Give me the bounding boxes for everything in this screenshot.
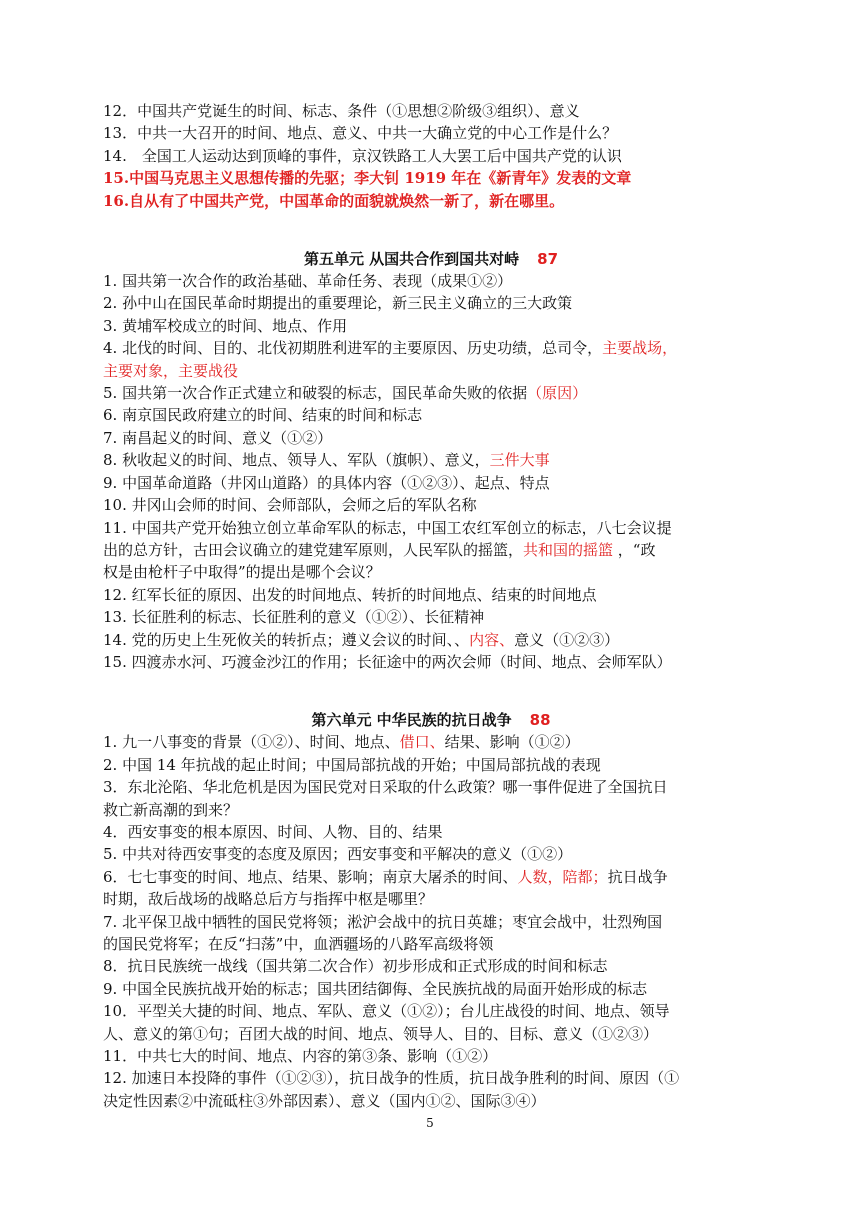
- unit-5-item-text: 内容、: [469, 630, 515, 649]
- unit-5-item-line: [103, 561, 759, 583]
- unit-5-title: 第五单元 从国共合作到国共对峙: [303, 250, 520, 269]
- unit-6-list: [103, 731, 759, 1112]
- unit-5-item-text: 8. 秋收起义的时间、地点、领导人、军队（旗帜）、意义，: [103, 451, 490, 470]
- unit-5-item-line: [103, 270, 759, 292]
- unit-5-item-line: [103, 382, 759, 404]
- unit-5-item-text: 3. 黄埔军校成立的时间、地点、作用: [103, 316, 348, 335]
- unit-5-item-text: 13. 长征胜利的标志、长征胜利的意义（①②）、长征精神: [103, 608, 485, 627]
- unit-6-item-text: 5. 中共对待西安事变的态度及原因；西安事变和平解决的意义（①②）: [103, 845, 573, 864]
- unit-5-item-text: 权是由枪杆子中取得”的提出是哪个会议？: [103, 563, 381, 582]
- unit-5-item-line: [103, 629, 759, 651]
- unit-5-item-text: （原因）: [527, 384, 588, 403]
- unit-6-item-text: 7. 北平保卫战中牺牲的国民党将领；淞沪会战中的抗日英雄；枣宜会战中，壮烈殉国: [103, 912, 663, 931]
- unit-6-heading: [103, 709, 759, 731]
- unit-5-item-line: [103, 360, 759, 382]
- unit-6-item-text: 抗日战争: [607, 867, 668, 886]
- section-4-line: [103, 100, 759, 122]
- unit-6-item-text: 6．七七事变的时间、地点、结果、影响；南京大屠杀的时间、: [103, 867, 518, 886]
- unit-6-item-line: [103, 1000, 759, 1022]
- unit-6-item-line: [103, 776, 759, 798]
- unit-5-item-text: 9. 中国革命道路（井冈山道路）的具体内容（①②③）、起点、特点: [103, 473, 550, 492]
- unit-5-item-line: [103, 651, 759, 673]
- unit-6-item-line: [103, 866, 759, 888]
- unit-5-item-line: [103, 539, 759, 561]
- section-4-line: [103, 122, 759, 144]
- unit-6-item-text: 人数，陪都；: [517, 867, 608, 886]
- unit-5-item-text: 主要战场，: [602, 339, 678, 358]
- unit-6-item-line: [103, 933, 759, 955]
- section-4-text: 16.自从有了中国共产党，中国革命的面貌就焕然一新了，新在哪里。: [103, 191, 565, 210]
- section-4-line: [103, 167, 759, 189]
- unit-5-item-text: 出的总方针，古田会议确立的建党建军原则，人民军队的摇篮，: [103, 540, 524, 559]
- unit-5-item-line: [103, 517, 759, 539]
- unit-6-item-line: [103, 1090, 759, 1112]
- section-4-text: 14. 全国工人运动达到顶峰的事件，京汉铁路工人大罢工后中国共产党的认识: [103, 146, 622, 165]
- unit-5-item-text: 10. 井冈山会师的时间、会师部队，会师之后的军队名称: [103, 496, 477, 515]
- unit-5-item-line: [103, 337, 759, 359]
- unit-5-item-text: 意义（①②③）: [514, 630, 620, 649]
- unit-5-item-text: 2. 孙中山在国民革命时期提出的重要理论，新三民主义确立的三大政策: [103, 294, 573, 313]
- unit-5-item-line: [103, 449, 759, 471]
- unit-6-page-ref: 88: [529, 711, 551, 730]
- section-4-text: 15.中国马克思主义思想传播的先驱；李大钊 1919 年在《新青年》发表的文章: [103, 169, 632, 188]
- unit-6-item-text: 8．抗日民族统一战线（国共第二次合作）初步形成和正式形成的时间和标志: [103, 957, 608, 976]
- section-4-tail: [103, 100, 759, 212]
- unit-5-item-text: ，“政: [613, 540, 656, 559]
- unit-6-item-text: 1. 九一八事变的背景（①②）、时间、地点、: [103, 733, 400, 752]
- unit-5-item-text: 6. 南京国民政府建立的时间、结束的时间和标志: [103, 406, 423, 425]
- unit-6-item-line: [103, 799, 759, 821]
- unit-6-item-line: [103, 731, 759, 753]
- unit-5-item-line: [103, 494, 759, 516]
- unit-6-item-text: 救亡新高潮的到来？: [103, 800, 239, 819]
- unit-5-heading: [103, 248, 759, 270]
- unit-5-item-text: 14. 党的历史上生死攸关的转折点；遵义会议的时间、、: [103, 630, 470, 649]
- unit-6-title: 第六单元 中华民族的抗日战争: [311, 711, 512, 730]
- unit-6-item-text: 12. 加速日本投降的事件（①②③），抗日战争的性质，抗日战争胜利的时间、原因（①: [103, 1069, 680, 1088]
- unit-6-item-text: 10．平型关大捷的时间、地点、军队、意义（①②）；台儿庄战役的时间、地点、领导: [103, 1002, 670, 1021]
- unit-5-item-line: [103, 606, 759, 628]
- unit-6-item-text: 4．西安事变的根本原因、时间、人物、目的、结果: [103, 822, 443, 841]
- unit-5-item-line: [103, 292, 759, 314]
- unit-5-item-text: 三件大事: [489, 451, 550, 470]
- unit-5-item-line: [103, 404, 759, 426]
- unit-5-item-text: 15. 四渡赤水河、巧渡金沙江的作用；长征途中的两次会师（时间、地点、会师军队）: [103, 652, 672, 671]
- unit-5-item-text: 主要对象，主要战役: [103, 361, 239, 380]
- unit-6-item-line: [103, 911, 759, 933]
- unit-5-item-text: 7. 南昌起义的时间、意义（①②）: [103, 428, 333, 447]
- unit-6-item-line: [103, 1023, 759, 1045]
- unit-6-item-text: 借口、: [399, 733, 445, 752]
- unit-6-item-line: [103, 978, 759, 1000]
- unit-6-item-line: [103, 1067, 759, 1089]
- unit-6-item-line: [103, 843, 759, 865]
- unit-5-item-text: 12. 红军长征的原因、出发的时间地点、转折的时间地点、结束的时间地点: [103, 585, 597, 604]
- unit-5-item-text: 1. 国共第一次合作的政治基础、革命任务、表现（成果①②）: [103, 272, 513, 291]
- unit-6-item-text: 3．东北沦陷、华北危机是因为国民党对日采取的什么政策？哪一事件促进了全国抗日: [103, 778, 668, 797]
- unit-6-item-line: [103, 1045, 759, 1067]
- unit-6-item-text: 结果、影响（①②）: [444, 733, 580, 752]
- unit-5-list: [103, 270, 759, 673]
- unit-6-item-line: [103, 754, 759, 776]
- unit-5-item-line: [103, 584, 759, 606]
- unit-5-item-text: 5. 国共第一次合作正式建立和破裂的标志，国民革命失败的依据: [103, 384, 528, 403]
- unit-6-item-line: [103, 821, 759, 843]
- unit-5-item-text: 4. 北伐的时间、目的、北伐初期胜利进军的主要原因、历史功绩，总司令，: [103, 339, 603, 358]
- section-4-line: [103, 145, 759, 167]
- unit-5-item-line: [103, 427, 759, 449]
- unit-5-item-text: 共和国的摇篮: [523, 540, 614, 559]
- unit-6-item-text: 时期，敌后战场的战略总后方与指挥中枢是哪里？: [103, 890, 434, 909]
- unit-5-page-ref: 87: [537, 250, 559, 269]
- unit-6-item-text: 的国民党将军；在反“扫荡”中，血洒疆场的八路军高级将领: [103, 935, 494, 953]
- unit-5-item-text: 11. 中国共产党开始独立创立革命军队的标志，中国工农红军创立的标志，八七会议提: [103, 518, 672, 537]
- unit-6-item-text: 人、意义的第①句；百团大战的时间、地点、领导人、目的、目标、意义（①②③）: [103, 1024, 659, 1043]
- section-4-line: [103, 190, 759, 212]
- unit-6-item-text: 决定性因素②中流砥柱③外部因素）、意义（国内①②、国际③④）: [103, 1091, 546, 1110]
- unit-6-item-text: 9. 中国全民族抗战开始的标志；国共团结御侮、全民族抗战的局面开始形成的标志: [103, 979, 648, 998]
- unit-6-item-line: [103, 955, 759, 977]
- unit-5-item-line: [103, 315, 759, 337]
- document-page: [103, 100, 759, 1112]
- unit-5-item-line: [103, 472, 759, 494]
- section-4-text: 12．中国共产党诞生的时间、标志、条件（①思想②阶级③组织）、意义: [103, 102, 580, 120]
- page-number: 5: [426, 1116, 434, 1130]
- unit-6-item-line: [103, 888, 759, 910]
- section-4-text: 13．中共一大召开的时间、地点、意义、中共一大确立党的中心工作是什么？: [103, 124, 618, 143]
- unit-6-item-text: 11．中共七大的时间、地点、内容的第③条、影响（①②）: [103, 1047, 498, 1066]
- unit-6-item-text: 2. 中国 14 年抗战的起止时间；中国局部抗战的开始；中国局部抗战的表现: [103, 755, 601, 774]
